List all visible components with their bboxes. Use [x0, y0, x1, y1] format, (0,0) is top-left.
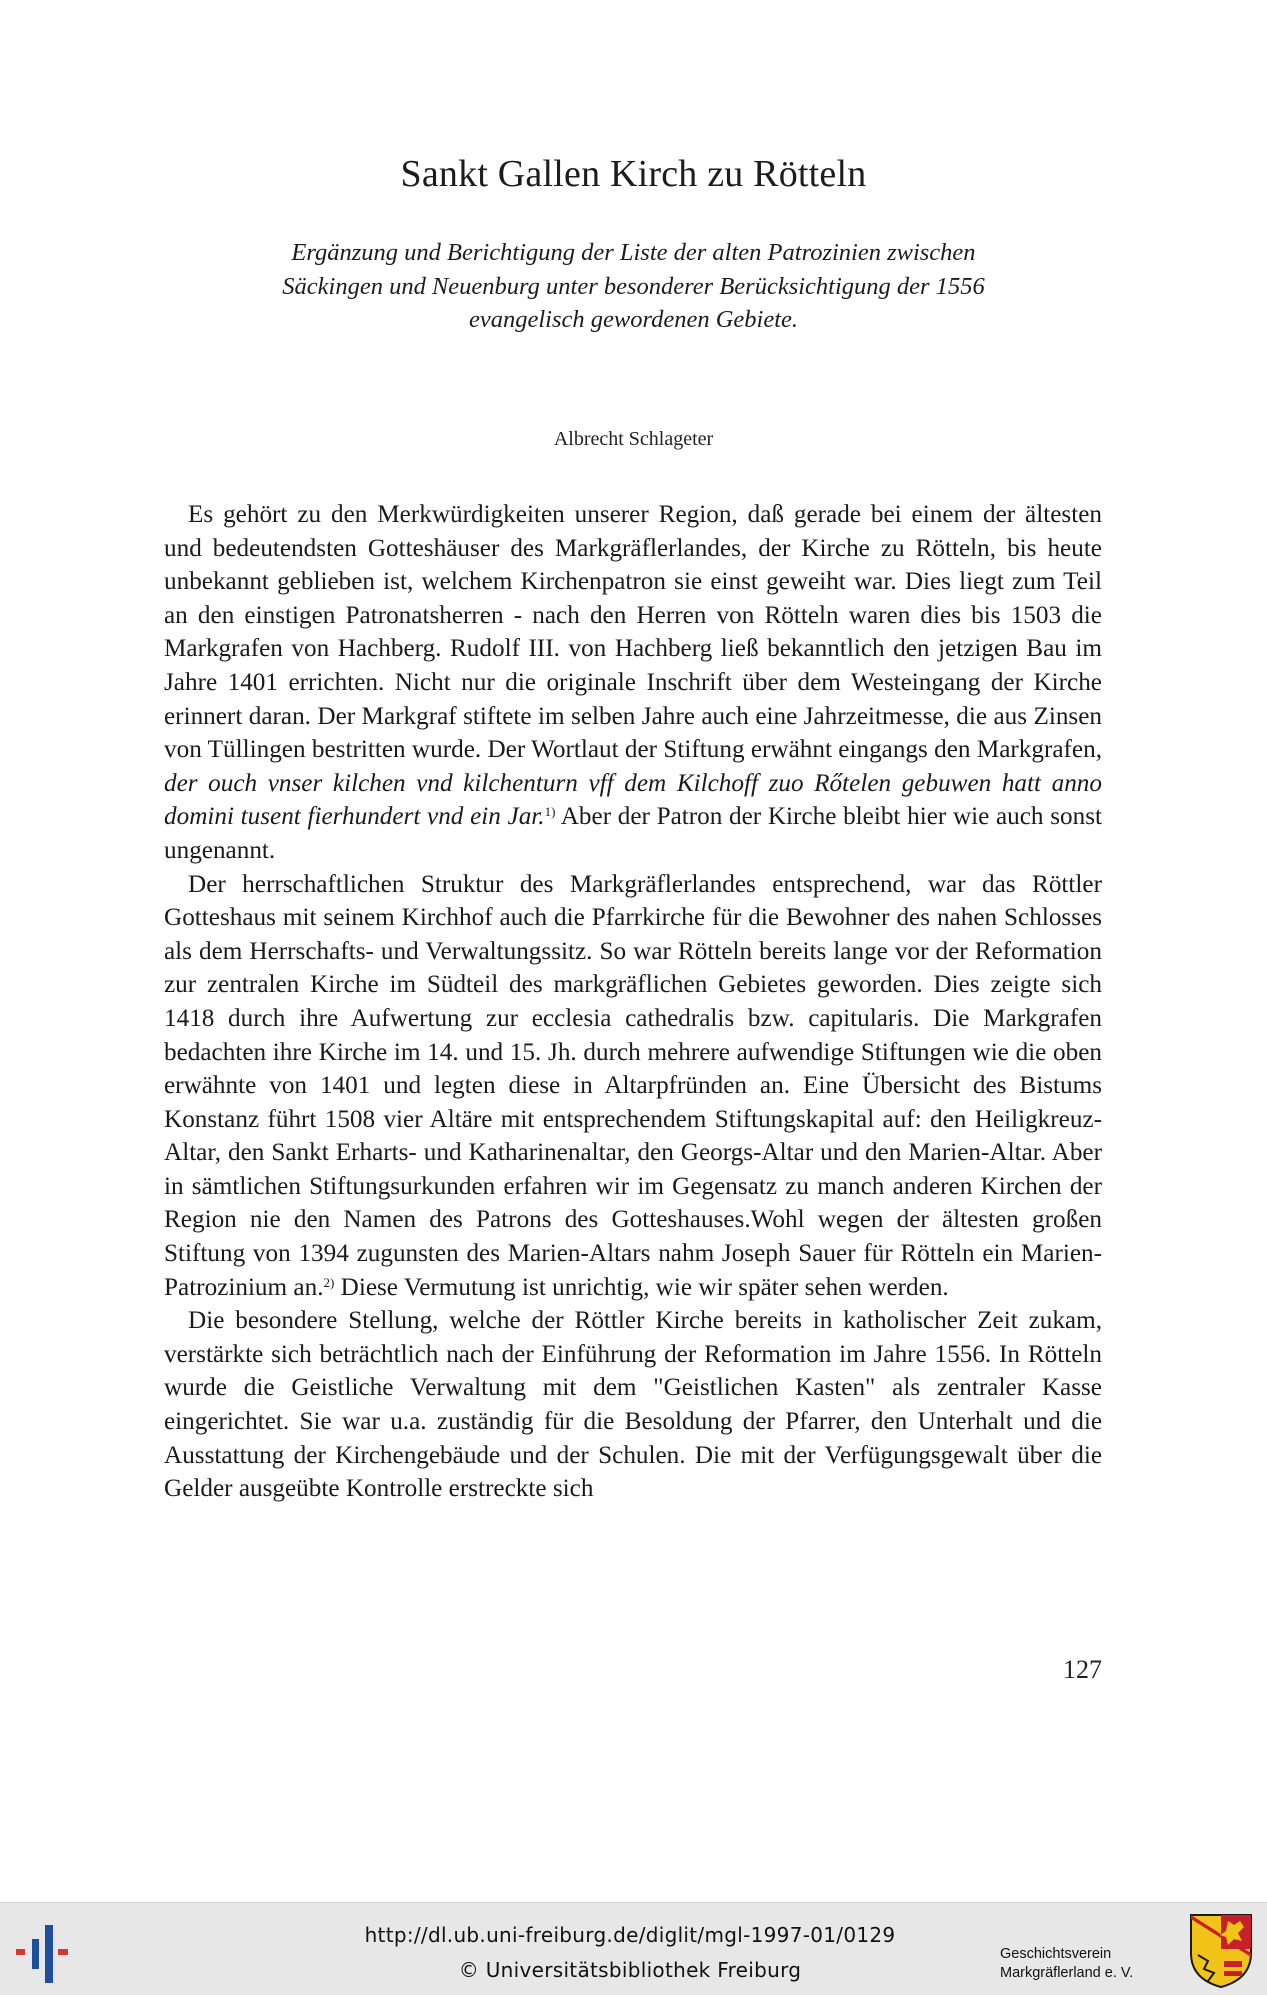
article-body: [164, 498, 1102, 1506]
paragraph: [164, 1304, 1102, 1506]
paragraph-text: Aber der Patron der Kirche bleibt hier wie auch sonst ungenannt.: [164, 803, 1102, 864]
paragraph: [164, 868, 1102, 1305]
coat-of-arms-icon[interactable]: [1188, 1911, 1254, 1989]
article-title: Sankt Gallen Kirch zu Rötteln: [400, 153, 867, 195]
paragraph-text: Die besondere Stellung, welche der Röttler Kirche bereits in katholischer Zeit zukam, verstärkte sich beträchtlich nach der Einführung der Reformation im Jahre 1556. In Rötteln wurde die Geistliche Verwaltung mit dem "Geistlichen Kasten" als zentraler Kasse eingerichtet. Sie war u.a. zuständig für die Besoldung der Pfarrer, den Unterhalt und die Ausstattung der Kirchengebäude und der Schulen. Die mit der Verfügungsgewalt über die Gelder ausgeübte Kontrolle erstreckte sich: [164, 1307, 1102, 1503]
society-name-line: Markgräflerland e. V.: [1000, 1965, 1134, 1981]
footer-bar: [0, 1902, 1267, 1995]
paragraph-text: Diese Vermutung ist unrichtig, wie wir später sehen werden.: [334, 1273, 949, 1301]
subtitle-line: evangelisch gewordenen Gebiete.: [468, 306, 799, 333]
copyright-notice: © Universitätsbibliothek Freiburg: [458, 1958, 802, 1982]
article-subtitle: [200, 236, 1067, 337]
article-author: Albrecht Schlageter: [553, 428, 714, 450]
page-number: 127: [1063, 1655, 1102, 1684]
footnote-marker: 2): [323, 1274, 335, 1290]
permalink-url[interactable]: http://dl.ub.uni-freiburg.de/diglit/mgl-1997-01/0129: [364, 1923, 896, 1947]
ub-freiburg-logo-icon[interactable]: [12, 1919, 82, 1987]
society-name-line: Geschichtsverein: [1000, 1946, 1112, 1962]
footnote-marker: 1): [544, 804, 556, 820]
subtitle-line: Säckingen und Neuenburg unter besonderer Berücksichtigung der 1556: [282, 272, 985, 300]
quotation: der ouch vnser kilchen vnd kilchenturn vff dem Kilchoff zuo Rőtelen gebuwen hatt anno domini tusent fierhundert vnd ein Jar.: [164, 769, 1102, 831]
subtitle-line: Ergänzung und Berichtigung der Liste der alten Patrozinien zwischen: [291, 239, 976, 266]
paragraph: [164, 498, 1102, 868]
paragraph-text: Es gehört zu den Merkwürdigkeiten unserer Region, daß gerade bei einem der ältesten und bedeutendsten Gotteshäuser des Markgräflerlandes, der Kirche zu Rötteln, bis heute unbekannt geblieben ist, welchem Kirchenpatron sie einst geweiht war. Dies liegt zum Teil an den einstigen Patronatsherren - nach den Herren von Rötteln waren dies bis 1503 die Markgrafen von Hachberg. Rudolf III. von Hachberg ließ bekanntlich den jetzigen Bau im Jahre 1401 errichten. Nicht nur die originale Inschrift über dem Westeingang der Kirche erinnert daran. Der Markgraf stiftete im selben Jahre auch eine Jahrzeitmesse, die aus Zinsen von Tüllingen bestritten wurde. Der Wortlaut der Stiftung erwähnt eingangs den Markgrafen,: [164, 501, 1102, 764]
paragraph-text: Der herrschaftlichen Struktur des Markgräflerlandes entsprechend, war das Röttler Gotteshaus mit seinem Kirchhof auch die Pfarrkirche für die Bewohner des nahen Schlosses als dem Herrschafts- und Verwaltungssitz. So war Rötteln bereits lange vor der Reformation zur zentralen Kirche im Südteil des markgräflichen Gebietes geworden. Dies zeigte sich 1418 durch ihre Aufwertung zur ecclesia cathedralis bzw. capitularis. Die Markgrafen bedachten ihre Kirche im 14. und 15. Jh. durch mehrere aufwendige Stiftungen wie die oben erwähnte von 1401 und legten diese in Altarpfründen an. Eine Übersicht des Bistums Konstanz führt 1508 vier Altäre mit entsprechendem Stiftungskapital auf: den Heiligkreuz-Altar, den Sankt Erharts- und Katharinenaltar, den Georgs-Altar und den Marien-Altar. Aber in sämtlichen Stiftungsurkunden erfahren wir im Gegensatz zu manch anderen Kirchen der Region nie den Namen des Patrons des Gotteshauses.Wohl wegen der ältesten großen Stiftung von 1394 zugunsten des Marien-Altars nahm Joseph Sauer für Rötteln ein Marien-Patrozinium an.: [164, 870, 1102, 1301]
society-name: [1000, 1945, 1190, 1983]
